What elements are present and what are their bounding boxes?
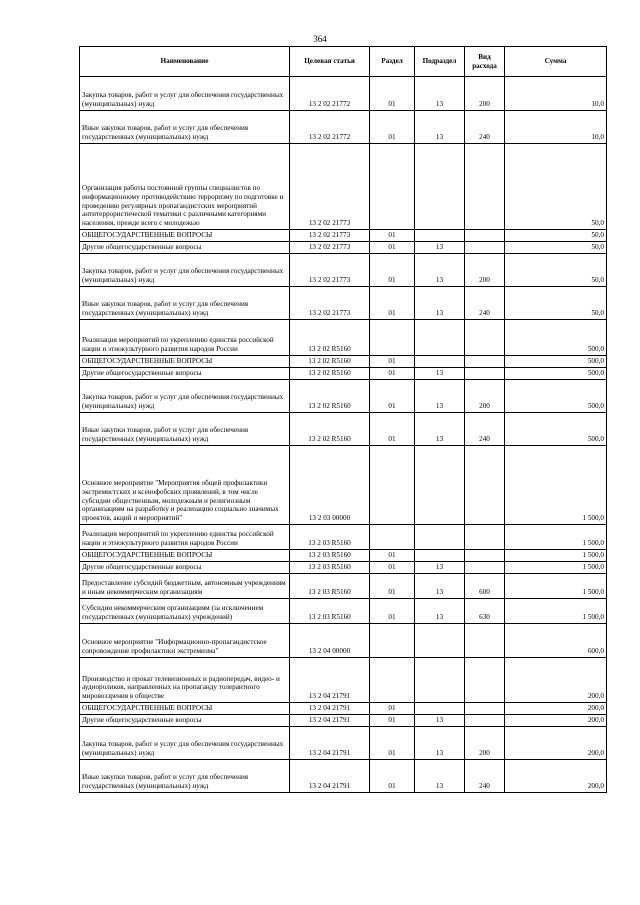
cell-name: Закупка товаров, работ и услуг для обеспечения государственных (муниципальных) нужд <box>80 254 290 287</box>
header-amount: Сумма <box>505 47 607 77</box>
table-row <box>80 715 607 727</box>
cell-amount: 500,0 <box>505 320 607 356</box>
cell-section: 01 <box>370 562 415 574</box>
cell-name: ОБЩЕГОСУДАРСТВЕННЫЕ ВОПРОСЫ <box>80 550 290 562</box>
cell-code: 13 2 02 21772 <box>290 111 370 144</box>
cell-section: 01 <box>370 703 415 715</box>
cell-amount: 200,0 <box>505 715 607 727</box>
cell-code: 13 2 03 R5160 <box>290 562 370 574</box>
cell-name: Закупка товаров, работ и услуг для обеспечения государственных (муниципальных) нужд <box>80 77 290 111</box>
cell-amount: 1 500,0 <box>505 562 607 574</box>
cell-section: 01 <box>370 599 415 624</box>
cell-section: 01 <box>370 77 415 111</box>
cell-name: Иные закупки товаров, работ и услуг для обеспечения государственных (муниципальных) нужд <box>80 287 290 320</box>
cell-amount: 50,0 <box>505 144 607 230</box>
cell-name: Субсидии некоммерческим организациям (за исключением государственных (муниципальных) учреждений) <box>80 599 290 624</box>
cell-subsection <box>415 356 465 368</box>
cell-subsection <box>415 624 465 658</box>
cell-section <box>370 320 415 356</box>
cell-code: 13 2 02 R5160 <box>290 356 370 368</box>
cell-expense-type <box>465 356 505 368</box>
cell-name: Предоставление субсидий бюджетным, автономным учреждениям и иным некоммерческим организациям <box>80 574 290 599</box>
cell-subsection: 13 <box>415 380 465 413</box>
cell-code: 13 2 04 21791 <box>290 715 370 727</box>
header-section: Раздел <box>370 47 415 77</box>
cell-name: Иные закупки товаров, работ и услуг для обеспечения государственных (муниципальных) нужд <box>80 111 290 144</box>
table-row <box>80 703 607 715</box>
header-code: Целевая статья <box>290 47 370 77</box>
cell-amount: 500,0 <box>505 356 607 368</box>
cell-code: 13 2 04 21791 <box>290 703 370 715</box>
page-number: 364 <box>313 34 327 44</box>
cell-code: 13 2 04 21791 <box>290 760 370 793</box>
cell-expense-type <box>465 230 505 242</box>
cell-expense-type: 630 <box>465 599 505 624</box>
header-name: Наименование <box>80 47 290 77</box>
table-row <box>80 111 607 144</box>
cell-code: 13 2 02 R5160 <box>290 368 370 380</box>
cell-subsection <box>415 144 465 230</box>
cell-section: 01 <box>370 550 415 562</box>
cell-section: 01 <box>370 413 415 446</box>
cell-expense-type <box>465 320 505 356</box>
table-row <box>80 574 607 599</box>
cell-amount: 500,0 <box>505 413 607 446</box>
table-row <box>80 380 607 413</box>
table-header-row <box>80 47 607 77</box>
cell-subsection <box>415 525 465 550</box>
header-expense-type: Вид расхода <box>465 47 505 77</box>
cell-amount: 50,0 <box>505 230 607 242</box>
cell-subsection <box>415 320 465 356</box>
cell-section: 01 <box>370 356 415 368</box>
cell-code: 13 2 04 21791 <box>290 658 370 703</box>
cell-section <box>370 144 415 230</box>
cell-subsection <box>415 446 465 525</box>
cell-section: 01 <box>370 727 415 760</box>
table-row <box>80 413 607 446</box>
cell-section: 01 <box>370 111 415 144</box>
cell-code: 13 2 02 R5160 <box>290 320 370 356</box>
cell-code: 13 2 04 00000 <box>290 624 370 658</box>
cell-code: 13 2 02 R5160 <box>290 413 370 446</box>
cell-expense-type: 240 <box>465 413 505 446</box>
cell-amount: 500,0 <box>505 368 607 380</box>
cell-section <box>370 624 415 658</box>
cell-section: 01 <box>370 287 415 320</box>
cell-amount: 1 500,0 <box>505 599 607 624</box>
table-row <box>80 550 607 562</box>
cell-code: 13 2 03 R5160 <box>290 599 370 624</box>
cell-amount: 200,0 <box>505 703 607 715</box>
cell-amount: 1 500,0 <box>505 525 607 550</box>
cell-subsection <box>415 230 465 242</box>
cell-amount: 200,0 <box>505 760 607 793</box>
table-row <box>80 368 607 380</box>
cell-amount: 10,0 <box>505 77 607 111</box>
cell-subsection: 13 <box>415 715 465 727</box>
budget-table <box>79 46 607 793</box>
cell-expense-type <box>465 368 505 380</box>
cell-code: 13 2 02 21772 <box>290 77 370 111</box>
cell-expense-type <box>465 242 505 254</box>
cell-name: Реализация мероприятий по укреплению единства российской нации и этнокультурного развития народов России <box>80 320 290 356</box>
cell-subsection: 13 <box>415 77 465 111</box>
cell-code: 13 2 03 R5160 <box>290 550 370 562</box>
cell-code: 13 2 02 21773 <box>290 144 370 230</box>
cell-expense-type <box>465 715 505 727</box>
cell-expense-type: 240 <box>465 760 505 793</box>
cell-name: Иные закупки товаров, работ и услуг для обеспечения государственных (муниципальных) нужд <box>80 760 290 793</box>
cell-code: 13 2 02 21773 <box>290 230 370 242</box>
cell-amount: 1 500,0 <box>505 446 607 525</box>
cell-section: 01 <box>370 760 415 793</box>
cell-amount: 50,0 <box>505 287 607 320</box>
cell-name: ОБЩЕГОСУДАРСТВЕННЫЕ ВОПРОСЫ <box>80 356 290 368</box>
table-row <box>80 77 607 111</box>
cell-subsection: 13 <box>415 413 465 446</box>
cell-code: 13 2 03 R5160 <box>290 574 370 599</box>
cell-code: 13 2 03 00000 <box>290 446 370 525</box>
cell-expense-type: 240 <box>465 287 505 320</box>
cell-expense-type <box>465 658 505 703</box>
cell-section <box>370 658 415 703</box>
table-row <box>80 320 607 356</box>
cell-subsection: 13 <box>415 287 465 320</box>
cell-subsection <box>415 658 465 703</box>
cell-subsection: 13 <box>415 242 465 254</box>
cell-code: 13 2 02 R5160 <box>290 380 370 413</box>
cell-code: 13 2 04 21791 <box>290 727 370 760</box>
cell-code: 13 2 02 21773 <box>290 242 370 254</box>
table-row <box>80 760 607 793</box>
header-subsection: Подраздел <box>415 47 465 77</box>
cell-amount: 10,0 <box>505 111 607 144</box>
table-row <box>80 356 607 368</box>
cell-code: 13 2 02 21773 <box>290 287 370 320</box>
cell-name: Другие общегосударственные вопросы <box>80 242 290 254</box>
cell-name: Основное мероприятие "Информационно-пропагандистское сопровождение профилактики экстремизма" <box>80 624 290 658</box>
table-row <box>80 525 607 550</box>
cell-section: 01 <box>370 380 415 413</box>
cell-code: 13 2 03 R5160 <box>290 525 370 550</box>
table-row <box>80 446 607 525</box>
table-row <box>80 727 607 760</box>
cell-subsection: 13 <box>415 760 465 793</box>
cell-amount: 600,0 <box>505 624 607 658</box>
cell-name: Реализация мероприятий по укреплению единства российской нации и этнокультурного развития народов России <box>80 525 290 550</box>
table-row <box>80 144 607 230</box>
cell-amount: 200,0 <box>505 658 607 703</box>
cell-expense-type <box>465 446 505 525</box>
cell-subsection: 13 <box>415 599 465 624</box>
cell-section <box>370 525 415 550</box>
cell-name: Другие общегосударственные вопросы <box>80 715 290 727</box>
table-row <box>80 230 607 242</box>
cell-section <box>370 446 415 525</box>
cell-name: Организация работы постоянной группы специалистов по информационному противодействию терроризму по подготовке и проведению регулярных пропагандистских мероприятий антитеррористической тематики с различными категориями населения, прежде всего с молодежью <box>80 144 290 230</box>
cell-expense-type: 200 <box>465 727 505 760</box>
cell-expense-type: 200 <box>465 254 505 287</box>
cell-subsection <box>415 550 465 562</box>
table-row <box>80 562 607 574</box>
cell-subsection <box>415 703 465 715</box>
table-row <box>80 254 607 287</box>
cell-subsection: 13 <box>415 727 465 760</box>
cell-subsection: 13 <box>415 574 465 599</box>
cell-name: Другие общегосударственные вопросы <box>80 562 290 574</box>
cell-section: 01 <box>370 254 415 287</box>
cell-section: 01 <box>370 368 415 380</box>
cell-name: Иные закупки товаров, работ и услуг для обеспечения государственных (муниципальных) нужд <box>80 413 290 446</box>
table-row <box>80 658 607 703</box>
cell-amount: 50,0 <box>505 242 607 254</box>
cell-expense-type <box>465 550 505 562</box>
cell-name: ОБЩЕГОСУДАРСТВЕННЫЕ ВОПРОСЫ <box>80 230 290 242</box>
cell-expense-type: 200 <box>465 380 505 413</box>
table-row <box>80 599 607 624</box>
cell-expense-type <box>465 525 505 550</box>
cell-name: Другие общегосударственные вопросы <box>80 368 290 380</box>
cell-name: Закупка товаров, работ и услуг для обеспечения государственных (муниципальных) нужд <box>80 727 290 760</box>
cell-expense-type <box>465 144 505 230</box>
cell-amount: 200,0 <box>505 727 607 760</box>
cell-subsection: 13 <box>415 368 465 380</box>
cell-section: 01 <box>370 242 415 254</box>
cell-section: 01 <box>370 715 415 727</box>
cell-amount: 500,0 <box>505 380 607 413</box>
table-row <box>80 242 607 254</box>
cell-expense-type: 600 <box>465 574 505 599</box>
cell-amount: 50,0 <box>505 254 607 287</box>
table-row <box>80 624 607 658</box>
cell-expense-type <box>465 562 505 574</box>
cell-name: Основное мероприятие "Мероприятия общей профилактики экстремистских и ксенофобских проявлений, в том числе субсидии общественным, молодежным и религиозным организациям на разработку и реализацию социально значимых проектов, акций и мероприятий" <box>80 446 290 525</box>
cell-expense-type: 200 <box>465 77 505 111</box>
table-row <box>80 287 607 320</box>
cell-amount: 1 500,0 <box>505 574 607 599</box>
cell-name: Производство и прокат телевизионных и радиопередач, видео- и аудиороликов, направленных на пропаганду толерантного мировоззрения в обществе <box>80 658 290 703</box>
cell-subsection: 13 <box>415 111 465 144</box>
cell-name: Закупка товаров, работ и услуг для обеспечения государственных (муниципальных) нужд <box>80 380 290 413</box>
cell-code: 13 2 02 21773 <box>290 254 370 287</box>
cell-section: 01 <box>370 230 415 242</box>
cell-section: 01 <box>370 574 415 599</box>
cell-expense-type <box>465 624 505 658</box>
cell-subsection: 13 <box>415 254 465 287</box>
cell-subsection: 13 <box>415 562 465 574</box>
cell-expense-type: 240 <box>465 111 505 144</box>
cell-amount: 1 500,0 <box>505 550 607 562</box>
cell-expense-type <box>465 703 505 715</box>
cell-name: ОБЩЕГОСУДАРСТВЕННЫЕ ВОПРОСЫ <box>80 703 290 715</box>
